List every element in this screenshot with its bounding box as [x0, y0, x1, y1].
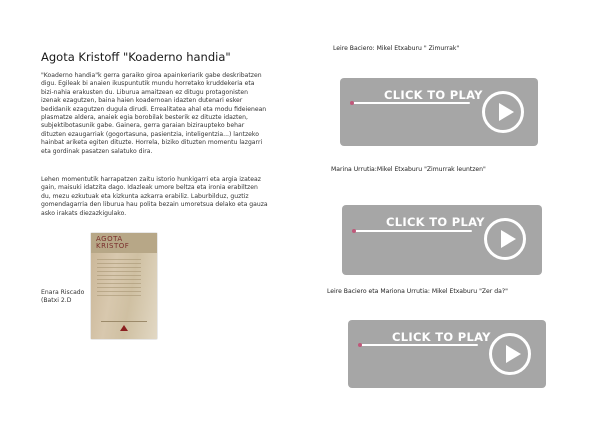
article-paragraph-2: Lehen momentutik harrapatzen zaitu istorio hunkigarri eta argia izateaz gain, maisuki idatzita dago. Idazleak umore beltza eta ironia erabiltzen du, mezu ezkutuak eta kizkunta azkarra erabiliz. Laburbilduz, guztiz gomendagarria den liburua hau polita bezain umoretsua delako eta gauza asko irakats diezazkigulako.: [41, 176, 268, 217]
cover-rule: [101, 321, 147, 322]
play-button[interactable]: [489, 333, 531, 375]
cover-title: [96, 236, 129, 250]
progress-knob[interactable]: [358, 343, 362, 347]
cover-publisher-mark-icon: [120, 325, 128, 331]
player-3-label: Leire Baciero eta Mariona Urrutia: Mikel Etxaburu "Zer da?": [327, 288, 508, 295]
book-cover-image: [91, 233, 157, 339]
click-to-play-text[interactable]: CLICK TO PLAY: [384, 88, 483, 102]
progress-bar[interactable]: [359, 344, 478, 346]
author-class: (Batxi 2.D: [41, 297, 72, 305]
audio-player-1[interactable]: [340, 78, 538, 146]
cover-title-line-1: AGOTA: [96, 235, 123, 243]
progress-bar[interactable]: [351, 102, 470, 104]
progress-bar[interactable]: [353, 230, 472, 232]
click-to-play-text[interactable]: CLICK TO PLAY: [392, 330, 491, 344]
play-icon: [499, 103, 514, 121]
player-2-label: Marina Urrutia:Mikel Etxaburu "Zimurrak leuntzen": [331, 166, 486, 173]
play-icon: [506, 345, 521, 363]
audio-player-3[interactable]: [348, 320, 546, 388]
audio-player-2[interactable]: [342, 205, 542, 275]
click-to-play-text[interactable]: CLICK TO PLAY: [386, 215, 485, 229]
play-button[interactable]: [482, 91, 524, 133]
progress-knob[interactable]: [350, 101, 354, 105]
play-button[interactable]: [484, 218, 526, 260]
article-title: Agota Kristoff "Koaderno handia": [41, 50, 231, 64]
article-paragraph-1: "Koaderno handia"k gerra garaiko giroa apainkeriarik gabe deskribatzen digu. Egileak bi anaien ikuspuntutik mundu horretako kruddekeria eta bizi-nahia erakusten du. Liburua amaitzean ez ditugu protagonisten izenak ezagutzen, baina haien koadernoan idazten dutenari esker bedidanik ezagutzen dugula dirudi. Errealitatea ahal eta modu fideienean plasmatze aldera, anaiek egia borobilak besterik ez dituzte idazten, subjektibotasunik gabe. Gainera, gerra garaian biziraupteko behar dituzten ezaugarriak (gogortasuna, pasientzia, inteligentzia...) lantzeko hainbat ariketa egiten dituzte. Horrela, biziko dituzten momentu lazgarri eta gordinak pasatzen salatuko dira.: [41, 72, 267, 155]
play-icon: [501, 230, 516, 248]
cover-title-line-2: KRISTOF: [96, 242, 130, 250]
author-credit: [41, 289, 84, 306]
cover-texture: [97, 259, 141, 299]
author-name: Enara Riscado: [41, 289, 85, 296]
progress-knob[interactable]: [352, 229, 356, 233]
player-1-label: Leire Baciero: Mikel Etxaburu " Zimurrak": [333, 45, 460, 52]
